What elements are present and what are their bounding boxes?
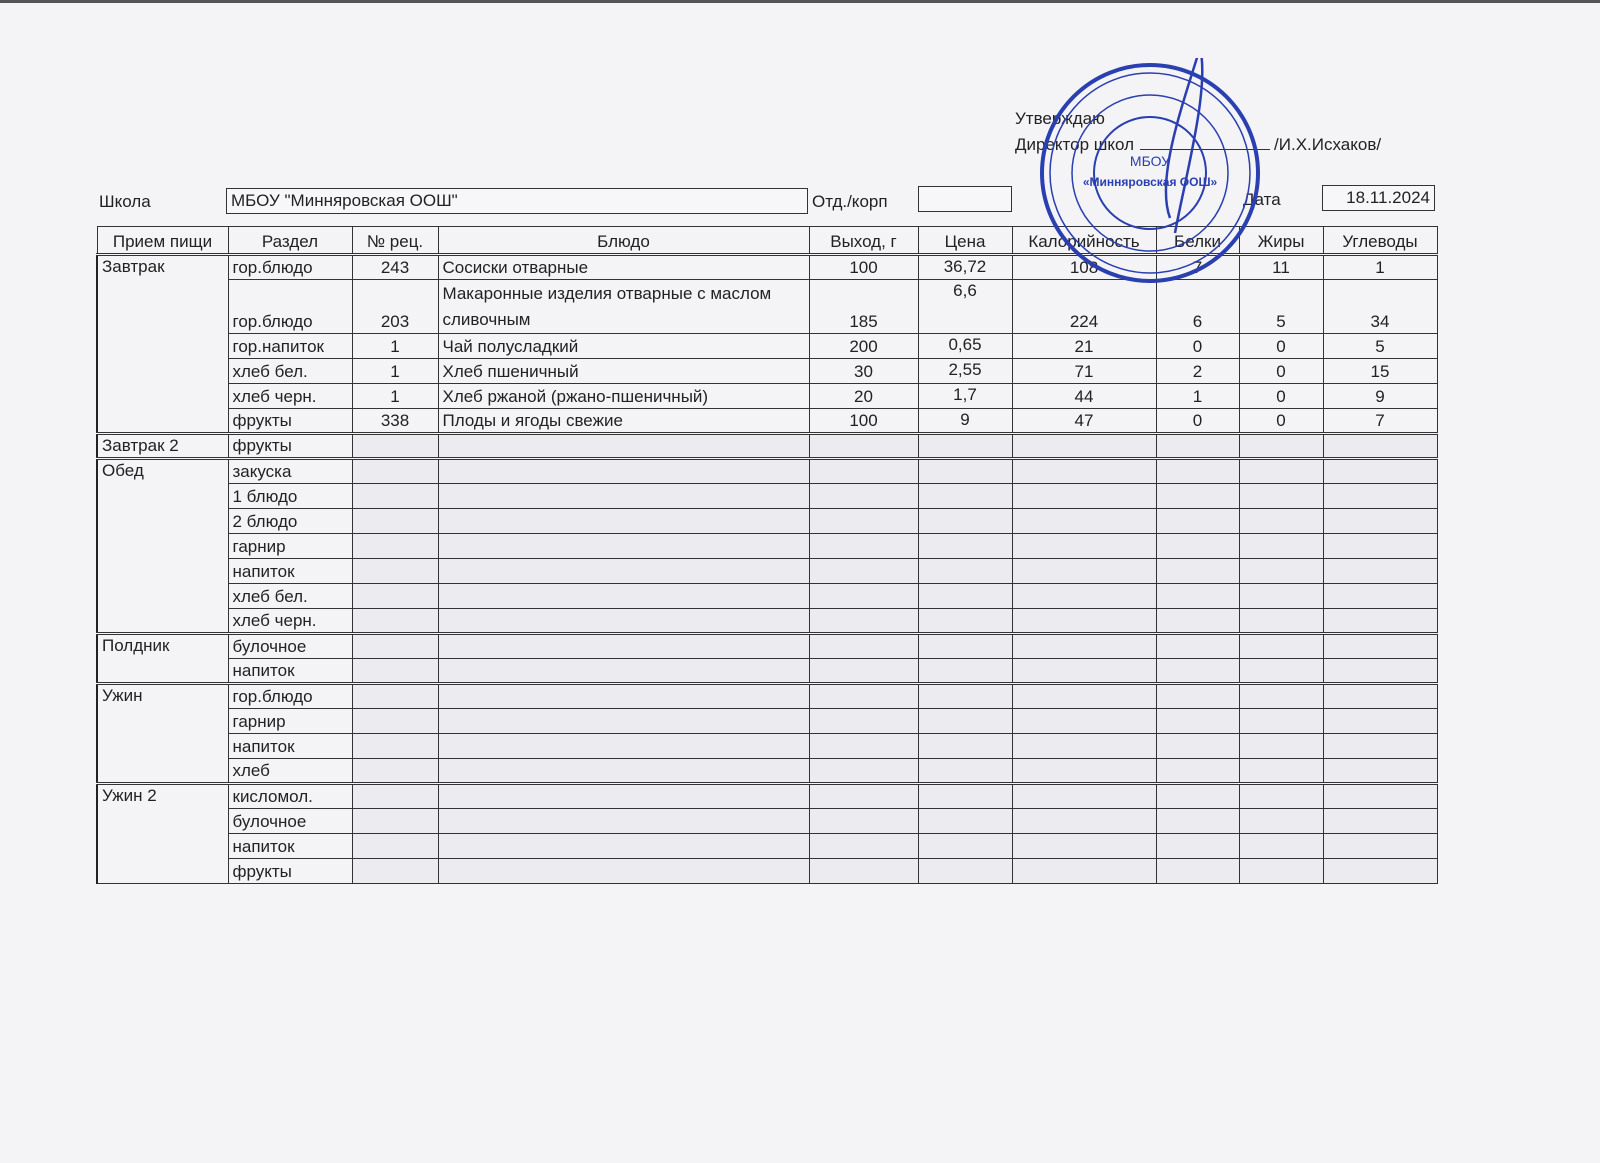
stamp-ring-3 [1072, 95, 1228, 251]
protein-cell: 6 [1156, 280, 1239, 334]
fat-cell [1239, 559, 1323, 584]
yield-cell [809, 609, 918, 634]
carbs-cell [1323, 659, 1437, 684]
recipe-cell: 1 [352, 359, 438, 384]
column-header: Раздел [228, 227, 352, 255]
kcal-cell [1012, 659, 1156, 684]
yield-cell [809, 759, 918, 784]
column-header: Цена [918, 227, 1012, 255]
recipe-cell: 1 [352, 384, 438, 409]
carbs-cell: 34 [1323, 280, 1437, 334]
protein-cell [1156, 684, 1239, 709]
meal-cell: Ужин 2 [97, 784, 228, 884]
price-cell [918, 634, 1012, 659]
dish-cell: Хлеб пшеничный [438, 359, 809, 384]
protein-cell [1156, 659, 1239, 684]
meal-cell: Полдник [97, 634, 228, 684]
table-row [97, 334, 1437, 359]
yield-cell: 100 [809, 409, 918, 434]
price-cell [918, 659, 1012, 684]
approval-title: Утверждаю [1015, 109, 1105, 128]
page-top-edge [0, 0, 1600, 3]
column-header: № рец. [352, 227, 438, 255]
dish-cell [438, 459, 809, 484]
yield-cell: 200 [809, 334, 918, 359]
column-header: Прием пищи [97, 227, 228, 255]
table-row [97, 834, 1437, 859]
meal-cell: Обед [97, 459, 228, 634]
fat-cell [1239, 734, 1323, 759]
recipe-cell [352, 809, 438, 834]
kcal-cell: 224 [1012, 280, 1156, 334]
price-cell [918, 509, 1012, 534]
section-cell: напиток [228, 734, 352, 759]
fat-cell: 0 [1239, 409, 1323, 434]
fat-cell [1239, 634, 1323, 659]
price-cell: 1,7 [918, 384, 1012, 409]
yield-cell [809, 734, 918, 759]
official-stamp [1035, 58, 1265, 288]
stamp-text-2: «Минняровская ООШ» [1082, 175, 1218, 189]
school-label: Школа [99, 192, 151, 211]
carbs-cell: 5 [1323, 334, 1437, 359]
fat-cell [1239, 584, 1323, 609]
price-cell: 9 [918, 409, 1012, 434]
column-header: Выход, г [809, 227, 918, 255]
meal-cell: Завтрак [97, 255, 228, 434]
protein-cell: 0 [1156, 334, 1239, 359]
dish-cell [438, 684, 809, 709]
price-cell [918, 609, 1012, 634]
protein-cell [1156, 459, 1239, 484]
protein-cell [1156, 759, 1239, 784]
dish-cell [438, 634, 809, 659]
fat-cell [1239, 834, 1323, 859]
yield-cell [809, 659, 918, 684]
dish-cell [438, 709, 809, 734]
dept-label: Отд./корп [812, 192, 888, 211]
fat-cell: 11 [1239, 255, 1323, 280]
dish-cell [438, 784, 809, 809]
kcal-cell: 21 [1012, 334, 1156, 359]
recipe-cell [352, 509, 438, 534]
fat-cell [1239, 434, 1323, 459]
yield-cell [809, 559, 918, 584]
meal-cell: Ужин [97, 684, 228, 784]
column-header: Белки [1156, 227, 1239, 255]
table-row [97, 734, 1437, 759]
protein-cell [1156, 834, 1239, 859]
fat-cell [1239, 684, 1323, 709]
protein-cell [1156, 584, 1239, 609]
yield-cell [809, 634, 918, 659]
fat-cell [1239, 659, 1323, 684]
carbs-cell [1323, 434, 1437, 459]
yield-cell [809, 534, 918, 559]
kcal-cell [1012, 484, 1156, 509]
recipe-cell: 203 [352, 280, 438, 334]
recipe-cell [352, 559, 438, 584]
dept-field [918, 186, 1012, 212]
price-cell: 36,72 [918, 255, 1012, 280]
recipe-cell [352, 709, 438, 734]
section-cell: хлеб бел. [228, 584, 352, 609]
recipe-cell [352, 859, 438, 884]
recipe-cell [352, 834, 438, 859]
dish-cell [438, 509, 809, 534]
carbs-cell [1323, 609, 1437, 634]
table-row [97, 409, 1437, 434]
table-row [97, 384, 1437, 409]
table-row [97, 859, 1437, 884]
dish-cell [438, 584, 809, 609]
protein-cell: 2 [1156, 359, 1239, 384]
yield-cell [809, 809, 918, 834]
carbs-cell [1323, 734, 1437, 759]
fat-cell [1239, 509, 1323, 534]
recipe-cell [352, 434, 438, 459]
meal-cell: Завтрак 2 [97, 434, 228, 459]
recipe-cell [352, 734, 438, 759]
yield-cell [809, 784, 918, 809]
carbs-cell [1323, 859, 1437, 884]
section-cell: гарнир [228, 534, 352, 559]
price-cell [918, 784, 1012, 809]
protein-cell [1156, 609, 1239, 634]
dish-cell [438, 659, 809, 684]
protein-cell [1156, 634, 1239, 659]
carbs-cell [1323, 509, 1437, 534]
fat-cell [1239, 459, 1323, 484]
yield-cell: 185 [809, 280, 918, 334]
yield-cell: 100 [809, 255, 918, 280]
yield-cell: 30 [809, 359, 918, 384]
price-cell [918, 759, 1012, 784]
price-cell [918, 809, 1012, 834]
fat-cell: 0 [1239, 384, 1323, 409]
carbs-cell [1323, 784, 1437, 809]
recipe-cell [352, 609, 438, 634]
carbs-cell [1323, 684, 1437, 709]
fat-cell [1239, 784, 1323, 809]
school-field: МБОУ "Минняровская ООШ" [226, 188, 808, 214]
section-cell: хлеб бел. [228, 359, 352, 384]
column-header: Калорийность [1012, 227, 1156, 255]
price-cell: 2,55 [918, 359, 1012, 384]
section-cell: фрукты [228, 409, 352, 434]
dish-cell: Чай полусладкий [438, 334, 809, 359]
section-cell: булочное [228, 809, 352, 834]
price-cell [918, 859, 1012, 884]
kcal-cell: 71 [1012, 359, 1156, 384]
carbs-cell: 1 [1323, 255, 1437, 280]
protein-cell [1156, 709, 1239, 734]
fat-cell [1239, 484, 1323, 509]
kcal-cell [1012, 459, 1156, 484]
dish-cell [438, 734, 809, 759]
protein-cell [1156, 484, 1239, 509]
carbs-cell [1323, 459, 1437, 484]
section-cell: гор.напиток [228, 334, 352, 359]
protein-cell: 0 [1156, 409, 1239, 434]
section-cell: гарнир [228, 709, 352, 734]
kcal-cell [1012, 509, 1156, 534]
menu-table [96, 226, 1438, 884]
price-cell [918, 684, 1012, 709]
section-cell: гор.блюдо [228, 255, 352, 280]
table-row [97, 509, 1437, 534]
protein-cell: 1 [1156, 384, 1239, 409]
fat-cell [1239, 709, 1323, 734]
recipe-cell [352, 784, 438, 809]
date-label: Дата [1243, 190, 1281, 209]
kcal-cell [1012, 809, 1156, 834]
kcal-cell [1012, 684, 1156, 709]
fat-cell [1239, 859, 1323, 884]
table-row [97, 584, 1437, 609]
table-row [97, 784, 1437, 809]
section-cell: кисломол. [228, 784, 352, 809]
price-cell [918, 559, 1012, 584]
recipe-cell [352, 484, 438, 509]
section-cell: 1 блюдо [228, 484, 352, 509]
fat-cell [1239, 809, 1323, 834]
kcal-cell: 44 [1012, 384, 1156, 409]
recipe-cell [352, 584, 438, 609]
kcal-cell: 47 [1012, 409, 1156, 434]
section-cell: напиток [228, 559, 352, 584]
section-cell: хлеб черн. [228, 384, 352, 409]
carbs-cell: 15 [1323, 359, 1437, 384]
kcal-cell [1012, 759, 1156, 784]
yield-cell [809, 584, 918, 609]
table-row [97, 459, 1437, 484]
section-cell: напиток [228, 834, 352, 859]
price-cell [918, 434, 1012, 459]
carbs-cell [1323, 709, 1437, 734]
dish-cell [438, 434, 809, 459]
dish-cell [438, 484, 809, 509]
fat-cell: 5 [1239, 280, 1323, 334]
column-header: Блюдо [438, 227, 809, 255]
table-row [97, 809, 1437, 834]
kcal-cell [1012, 734, 1156, 759]
recipe-cell [352, 684, 438, 709]
recipe-cell [352, 759, 438, 784]
price-cell [918, 534, 1012, 559]
dish-cell: Плоды и ягоды свежие [438, 409, 809, 434]
price-cell [918, 834, 1012, 859]
price-cell [918, 709, 1012, 734]
carbs-cell [1323, 759, 1437, 784]
fat-cell [1239, 609, 1323, 634]
carbs-cell: 7 [1323, 409, 1437, 434]
price-cell: 0,65 [918, 334, 1012, 359]
dish-cell [438, 759, 809, 784]
stamp-outer-ring [1042, 65, 1258, 281]
section-cell: фрукты [228, 859, 352, 884]
director-position: Директор школ [1015, 135, 1135, 154]
section-cell: хлеб черн. [228, 609, 352, 634]
fat-cell: 0 [1239, 334, 1323, 359]
fat-cell: 0 [1239, 359, 1323, 384]
protein-cell [1156, 534, 1239, 559]
director-name: /И.Х.Исхаков/ [1274, 135, 1382, 154]
yield-cell [809, 709, 918, 734]
section-cell: закуска [228, 459, 352, 484]
kcal-cell [1012, 534, 1156, 559]
column-header: Жиры [1239, 227, 1323, 255]
dish-cell [438, 559, 809, 584]
protein-cell [1156, 809, 1239, 834]
table-row [97, 359, 1437, 384]
table-body [97, 255, 1437, 884]
kcal-cell [1012, 434, 1156, 459]
price-cell [918, 584, 1012, 609]
carbs-cell [1323, 559, 1437, 584]
protein-cell [1156, 859, 1239, 884]
table-row [97, 559, 1437, 584]
carbs-cell [1323, 634, 1437, 659]
carbs-cell [1323, 534, 1437, 559]
section-cell: фрукты [228, 434, 352, 459]
table-row [97, 434, 1437, 459]
kcal-cell [1012, 859, 1156, 884]
kcal-cell [1012, 609, 1156, 634]
recipe-cell [352, 634, 438, 659]
carbs-cell [1323, 834, 1437, 859]
kcal-cell [1012, 634, 1156, 659]
table-row [97, 534, 1437, 559]
kcal-cell [1012, 784, 1156, 809]
yield-cell [809, 484, 918, 509]
table-row [97, 684, 1437, 709]
dish-cell [438, 859, 809, 884]
yield-cell: 20 [809, 384, 918, 409]
protein-cell: 7 [1156, 255, 1239, 280]
yield-cell [809, 834, 918, 859]
protein-cell [1156, 784, 1239, 809]
section-cell: булочное [228, 634, 352, 659]
yield-cell [809, 459, 918, 484]
protein-cell [1156, 559, 1239, 584]
stamp-ring-2 [1050, 73, 1250, 273]
dish-cell: Макаронные изделия отварные с маслом сливочным [438, 280, 809, 334]
carbs-cell [1323, 809, 1437, 834]
kcal-cell [1012, 559, 1156, 584]
section-cell: гор.блюдо [228, 280, 352, 334]
price-cell [918, 459, 1012, 484]
recipe-cell: 243 [352, 255, 438, 280]
table-row [97, 484, 1437, 509]
table-row [97, 609, 1437, 634]
section-cell: напиток [228, 659, 352, 684]
carbs-cell [1323, 584, 1437, 609]
kcal-cell [1012, 834, 1156, 859]
kcal-cell: 108 [1012, 255, 1156, 280]
price-cell [918, 484, 1012, 509]
dish-cell: Хлеб ржаной (ржано-пшеничный) [438, 384, 809, 409]
carbs-cell [1323, 484, 1437, 509]
table-row [97, 709, 1437, 734]
fat-cell [1239, 534, 1323, 559]
section-cell: гор.блюдо [228, 684, 352, 709]
recipe-cell [352, 534, 438, 559]
recipe-cell [352, 659, 438, 684]
table-row [97, 659, 1437, 684]
table-row [97, 759, 1437, 784]
protein-cell [1156, 434, 1239, 459]
dish-cell [438, 534, 809, 559]
column-header: Углеводы [1323, 227, 1437, 255]
dish-cell [438, 809, 809, 834]
section-cell: 2 блюдо [228, 509, 352, 534]
stamp-inner-ring [1094, 117, 1206, 229]
yield-cell [809, 684, 918, 709]
kcal-cell [1012, 709, 1156, 734]
table-row [97, 634, 1437, 659]
recipe-cell: 338 [352, 409, 438, 434]
protein-cell [1156, 734, 1239, 759]
recipe-cell [352, 459, 438, 484]
carbs-cell: 9 [1323, 384, 1437, 409]
section-cell: хлеб [228, 759, 352, 784]
date-field: 18.11.2024 [1322, 185, 1435, 211]
price-cell [918, 734, 1012, 759]
yield-cell [809, 434, 918, 459]
fat-cell [1239, 759, 1323, 784]
dish-cell [438, 609, 809, 634]
stamp-text-1: МБОУ [1129, 153, 1171, 169]
yield-cell [809, 509, 918, 534]
protein-cell [1156, 509, 1239, 534]
price-cell: 6,6 [918, 280, 1012, 334]
recipe-cell: 1 [352, 334, 438, 359]
yield-cell [809, 859, 918, 884]
dish-cell [438, 834, 809, 859]
kcal-cell [1012, 584, 1156, 609]
dish-cell: Сосиски отварные [438, 255, 809, 280]
